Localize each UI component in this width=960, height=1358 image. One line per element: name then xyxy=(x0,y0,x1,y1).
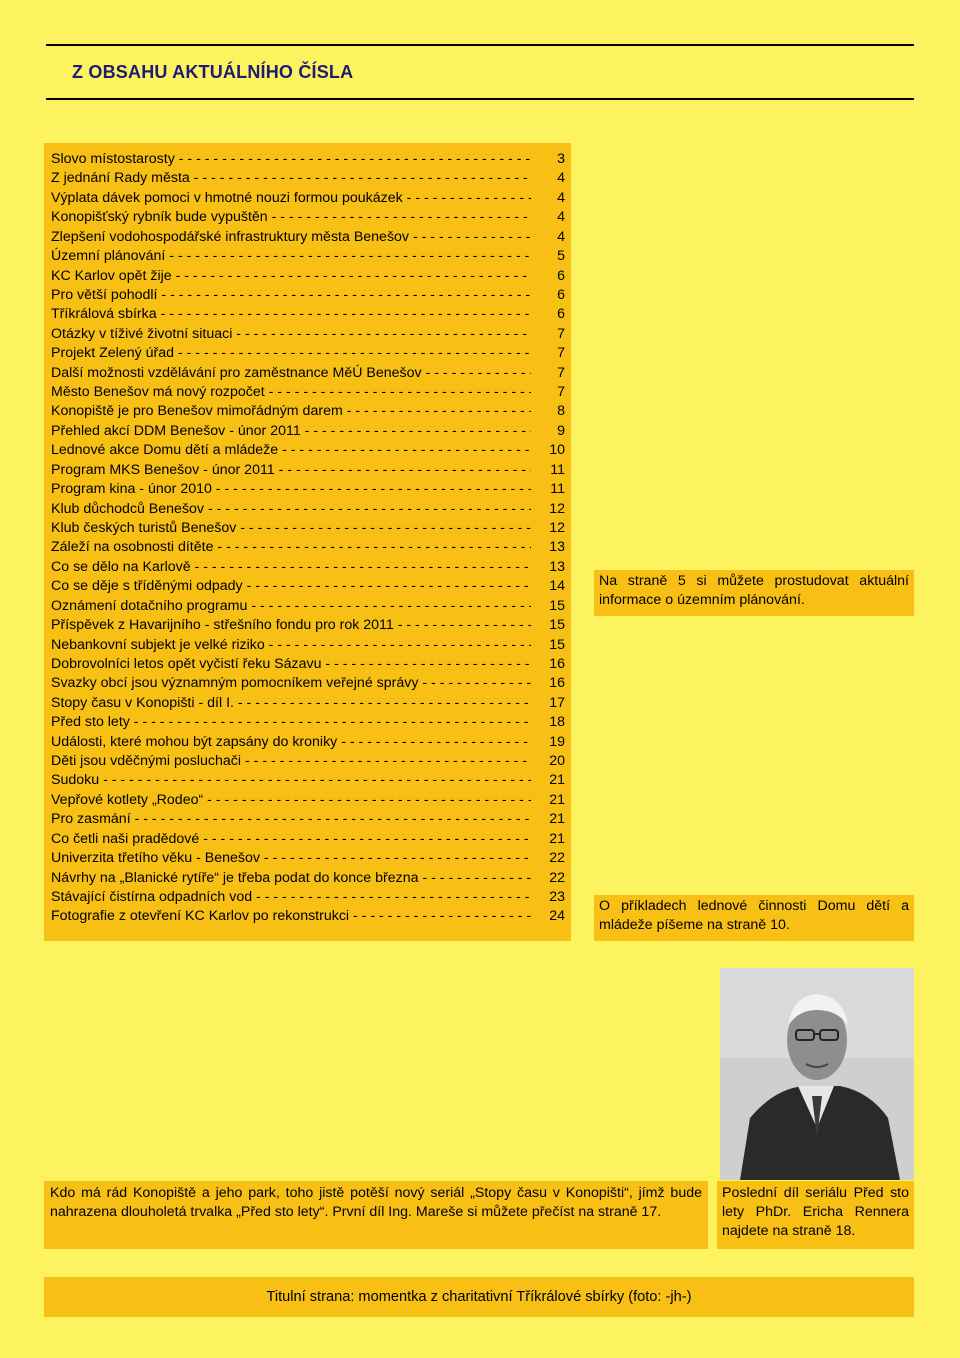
note-ddm: O příkladech lednové činnosti Domu dětí a mládeže píšeme na straně 10. xyxy=(594,895,914,941)
toc-entry-title: Záleží na osobnosti dítěte - - - xyxy=(51,538,531,557)
toc-entry xyxy=(51,597,565,616)
toc-entry-title: Konopišťský rybník bude vypuštěn - - - xyxy=(51,208,531,227)
toc-entry-title: Zlepšení vodohospodářské infrastruktury města Benešov - - - xyxy=(51,228,531,247)
toc-entry-title: Co se dělo na Karlově - - - xyxy=(51,558,531,577)
toc-entry xyxy=(51,480,565,499)
toc-entry-title: Univerzita třetího věku - Benešov - - - xyxy=(51,849,531,868)
toc-entry-page: 17 xyxy=(549,694,565,711)
toc-entry xyxy=(51,869,565,888)
toc-entry-page: 16 xyxy=(549,675,565,692)
toc-entry xyxy=(51,325,565,344)
toc-entry-title: Pro zasmání - - - xyxy=(51,810,531,829)
toc-entry xyxy=(51,636,565,655)
toc-entry-title: Návrhy na „Blanické rytíře“ je třeba podat do konce března - - - xyxy=(51,869,531,888)
toc-entry-title: Město Benešov má nový rozpočet - - - xyxy=(51,383,531,402)
toc-entry-title: Co se děje s tříděnými odpady - - - xyxy=(51,577,531,596)
toc-entry-page: 13 xyxy=(549,539,565,556)
toc-entry-page: 7 xyxy=(557,325,565,342)
toc-entry xyxy=(51,849,565,868)
toc-entry xyxy=(51,441,565,460)
toc-entry-title: Sudoku - - - xyxy=(51,771,531,790)
toc-entry-title: Děti jsou vděčnými posluchači - - - xyxy=(51,752,531,771)
toc-entry-title: Pro větší pohodlí - - - xyxy=(51,286,531,305)
toc-entry xyxy=(51,538,565,557)
toc-entry-title: Program kina - únor 2010 - - - xyxy=(51,480,531,499)
toc-entry xyxy=(51,558,565,577)
table-of-contents xyxy=(44,143,571,941)
toc-entry-title: Otázky v tíživé životní situaci - - - xyxy=(51,325,531,344)
toc-entry-title: Příspěvek z Havarijního - střešního fondu pro rok 2011 - - - xyxy=(51,616,531,635)
toc-entry xyxy=(51,830,565,849)
toc-entry-page: 15 xyxy=(549,636,565,653)
toc-entry-title: Územní plánování - - - xyxy=(51,247,531,266)
toc-entry-page: 7 xyxy=(557,364,565,381)
toc-entry-page: 19 xyxy=(549,733,565,750)
note-renner-series: Poslední díl seriálu Před sto lety PhDr. Ericha Rennera najdete na straně 18. xyxy=(717,1181,914,1249)
toc-entry-page: 3 xyxy=(557,151,565,167)
toc-entry xyxy=(51,247,565,266)
toc-entry xyxy=(51,150,565,169)
toc-entry-title: Nebankovní subjekt je velké riziko - - - xyxy=(51,636,531,655)
portrait-illustration xyxy=(720,968,914,1180)
toc-entry-page: 15 xyxy=(549,617,565,634)
portrait-photo xyxy=(720,968,914,1180)
toc-entry xyxy=(51,519,565,538)
toc-entry xyxy=(51,771,565,790)
toc-entry-page: 7 xyxy=(557,345,565,362)
toc-entry-page: 6 xyxy=(557,267,565,284)
toc-entry-page: 8 xyxy=(557,403,565,420)
toc-entry-title: Slovo místostarosty - - - xyxy=(51,150,531,169)
toc-entry-page: 7 xyxy=(557,384,565,401)
toc-entry xyxy=(51,402,565,421)
toc-entry-title: Vepřové kotlety „Rodeo“ - - - xyxy=(51,791,531,810)
toc-entry-title: Stávající čistírna odpadních vod - - - xyxy=(51,888,531,907)
toc-entry xyxy=(51,694,565,713)
toc-entry xyxy=(51,461,565,480)
toc-entry-page: 9 xyxy=(557,422,565,439)
toc-entry-title: KC Karlov opět žije - - - xyxy=(51,267,531,286)
toc-entry-page: 11 xyxy=(550,461,565,478)
toc-entry-page: 4 xyxy=(557,209,565,226)
toc-entry-title: Co četli naši pradědové - - - xyxy=(51,830,531,849)
toc-entry xyxy=(51,810,565,829)
toc-entry-page: 4 xyxy=(557,228,565,245)
toc-entry-title: Klub českých turistů Benešov - - - xyxy=(51,519,531,538)
toc-entry-title: Klub důchodců Benešov - - - xyxy=(51,500,531,519)
toc-entry-page: 12 xyxy=(549,519,565,536)
toc-entry-page: 18 xyxy=(549,714,565,731)
page-title: Z OBSAHU AKTUÁLNÍHO ČÍSLA xyxy=(72,62,354,82)
toc-entry-title: Fotografie z otevření KC Karlov po rekonstrukci - - - xyxy=(51,907,531,926)
toc-entry-page: 21 xyxy=(549,772,565,789)
toc-entry xyxy=(51,616,565,635)
toc-entry-page: 16 xyxy=(549,655,565,672)
toc-entry xyxy=(51,500,565,519)
toc-entry-page: 22 xyxy=(549,850,565,867)
toc-entry-page: 22 xyxy=(549,869,565,886)
toc-entry-page: 21 xyxy=(549,811,565,828)
toc-entry-title: Lednové akce Domu dětí a mládeže - - - xyxy=(51,441,531,460)
toc-entry-title: Oznámení dotačního programu - - - xyxy=(51,597,531,616)
toc-entry-title: Stopy času v Konopišti - díl I. - - - xyxy=(51,694,531,713)
toc-entry-title: Tříkrálová sbírka - - - xyxy=(51,305,531,324)
toc-entry xyxy=(51,228,565,247)
toc-entry xyxy=(51,208,565,227)
toc-entry-page: 6 xyxy=(557,286,565,303)
toc-entry-title: Svazky obcí jsou významným pomocníkem veřejné správy - - - xyxy=(51,674,531,693)
toc-entry xyxy=(51,286,565,305)
toc-entry xyxy=(51,305,565,324)
toc-entry-title: Z jednání Rady města - - - xyxy=(51,169,531,188)
toc-entry-title: Konopiště je pro Benešov mimořádným darem - - - xyxy=(51,402,531,421)
note-planning: Na straně 5 si můžete prostudovat aktuální informace o územním plánování. xyxy=(594,570,914,616)
toc-entry xyxy=(51,791,565,810)
toc-entry xyxy=(51,713,565,732)
cover-caption: Titulní strana: momentka z charitativní Tříkrálové sbírky (foto: -jh-) xyxy=(44,1277,914,1317)
toc-entry-page: 14 xyxy=(549,578,565,595)
toc-entry xyxy=(51,383,565,402)
top-rule xyxy=(46,44,914,46)
toc-entry-page: 4 xyxy=(557,170,565,187)
toc-entry-page: 24 xyxy=(549,908,565,925)
toc-entry xyxy=(51,189,565,208)
heading-rule xyxy=(46,98,914,100)
toc-entry xyxy=(51,364,565,383)
toc-entry xyxy=(51,577,565,596)
toc-entry xyxy=(51,267,565,286)
toc-entry xyxy=(51,752,565,771)
toc-entry-title: Události, které mohou být zapsány do kroniky - - - xyxy=(51,733,531,752)
toc-entry xyxy=(51,674,565,693)
toc-entry-page: 12 xyxy=(549,500,565,517)
toc-entry-page: 4 xyxy=(557,189,565,206)
toc-entry-title: Před sto lety - - - xyxy=(51,713,531,732)
toc-entry-title: Další možnosti vzdělávání pro zaměstnance MěÚ Benešov - - - xyxy=(51,364,531,383)
toc-entry xyxy=(51,655,565,674)
toc-entry-title: Výplata dávek pomoci v hmotné nouzi formou poukázek - - - xyxy=(51,189,531,208)
toc-entry-page: 6 xyxy=(557,306,565,323)
toc-entry-page: 20 xyxy=(549,753,565,770)
toc-entry-page: 13 xyxy=(549,558,565,575)
toc-entry-title: Dobrovolníci letos opět vyčistí řeku Sázavu - - - xyxy=(51,655,531,674)
toc-entry-page: 23 xyxy=(549,888,565,905)
toc-entry xyxy=(51,733,565,752)
toc-entry-title: Program MKS Benešov - únor 2011 - - - xyxy=(51,461,531,480)
toc-entry-title: Projekt Zelený úřad - - - xyxy=(51,344,531,363)
toc-entry-page: 15 xyxy=(549,597,565,614)
toc-entry xyxy=(51,169,565,188)
toc-entry-title: Přehled akcí DDM Benešov - únor 2011 - - - xyxy=(51,422,531,441)
toc-entry xyxy=(51,907,565,926)
note-konopiste-series: Kdo má rád Konopiště a jeho park, toho jistě potěší nový seriál „Stopy času v Konopišti“, jímž bude nahrazena dlouholetá trvalka „Před sto lety“. První díl Ing. Mareše si můžete přečíst na straně 17. xyxy=(44,1181,708,1249)
toc-entry-page: 21 xyxy=(549,830,565,847)
toc-entry-page: 11 xyxy=(550,481,565,498)
toc-entry xyxy=(51,422,565,441)
toc-entry xyxy=(51,344,565,363)
toc-entry xyxy=(51,888,565,907)
toc-entry-page: 21 xyxy=(549,791,565,808)
toc-entry-page: 10 xyxy=(549,442,565,459)
toc-entry-page: 5 xyxy=(557,248,565,265)
